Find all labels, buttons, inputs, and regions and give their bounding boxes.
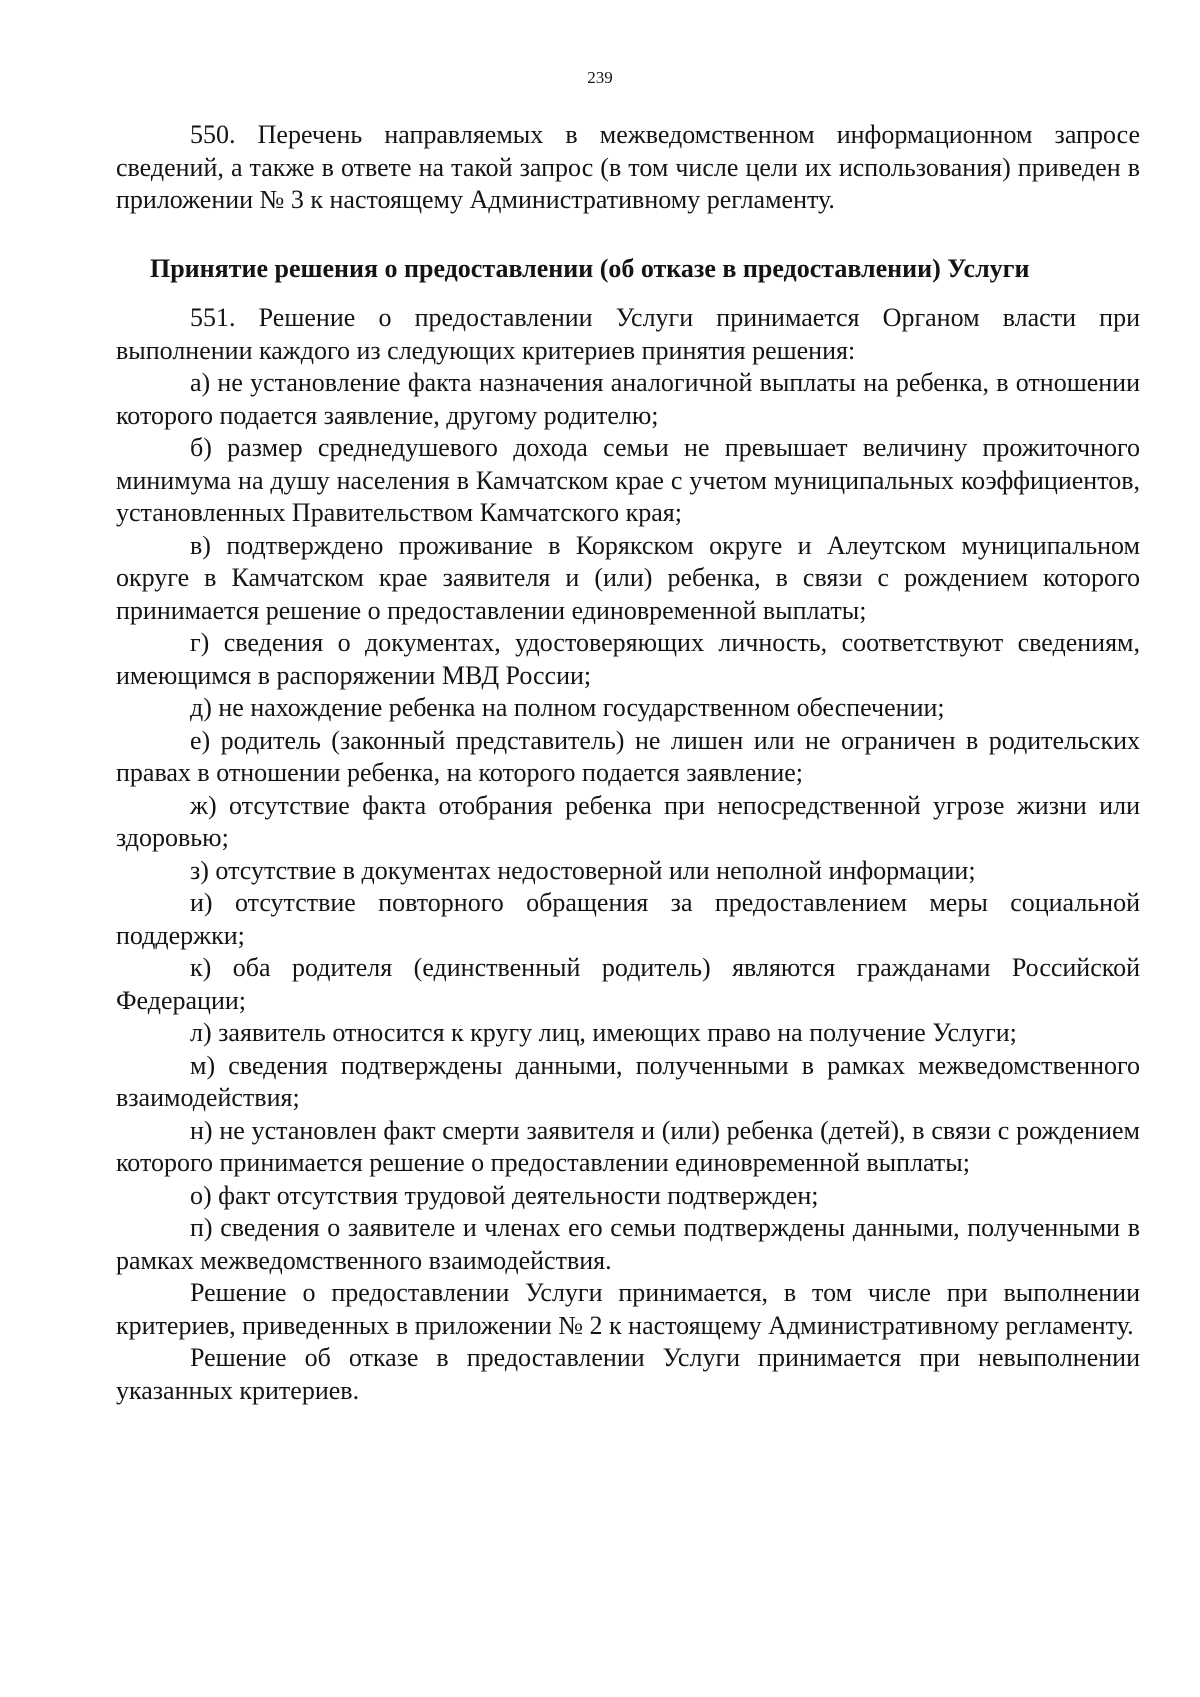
- criterion-i: и) отсутствие повторного обращения за предоставлением меры социальной поддержки;: [116, 888, 1140, 950]
- paragraph-decision: Решение о предоставлении Услуги принимается, в том числе при выполнении критериев, приведенных в приложении № 2 к настоящему Административному регламенту.: [116, 1278, 1140, 1340]
- criterion-a: а) не установление факта назначения аналогичной выплаты на ребенка, в отношении которого подается заявление, другому родителю;: [116, 368, 1140, 430]
- criterion-l: л) заявитель относится к кругу лиц, имеющих право на получение Услуги;: [190, 1018, 1017, 1047]
- paragraph-550: 550. Перечень направляемых в межведомственном информационном запросе сведений, а также в ответе на такой запрос (в том числе цели их использования) приведен в приложении № 3 к настоящему Административному регламенту.: [116, 120, 1140, 214]
- document-body: [116, 119, 1140, 1407]
- criterion-e: е) родитель (законный представитель) не лишен или не ограничен в родительских правах в отношении ребенка, на которого подается заявление;: [116, 725, 1140, 787]
- criterion-b: б) размер среднедушевого дохода семьи не превышает величину прожиточного минимума на душу населения в Камчатском крае с учетом муниципальных коэффициентов, установленных Правительством Камчатского края;: [116, 433, 1140, 527]
- paragraph-refusal: Решение об отказе в предоставлении Услуги принимается при невыполнении указанных критериев.: [116, 1343, 1140, 1405]
- paragraph-551: 551. Решение о предоставлении Услуги принимается Органом власти при выполнении каждого из следующих критериев принятия решения:: [116, 303, 1140, 365]
- section-heading: Принятие решения о предоставлении (об отказе в предоставлении) Услуги: [150, 253, 1030, 283]
- page-number: 239: [587, 68, 613, 87]
- criterion-d: д) не нахождение ребенка на полном государственном обеспечении;: [190, 693, 945, 722]
- criterion-n: н) не установлен факт смерти заявителя и (или) ребенка (детей), в связи с рождением которого принимается решение о предоставлении единовременной выплаты;: [116, 1115, 1140, 1177]
- criterion-v: в) подтверждено проживание в Корякском округе и Алеутском муниципальном округе в Камчатском крае заявителя и (или) ребенка, в связи с рождением которого принимается решение о предоставлении единовременной выплаты;: [116, 530, 1140, 625]
- criterion-m: м) сведения подтверждены данными, полученными в рамках межведомственного взаимодействия;: [116, 1050, 1140, 1112]
- criterion-z: з) отсутствие в документах недостоверной или неполной информации;: [190, 855, 976, 885]
- criterion-zh: ж) отсутствие факта отобрания ребенка при непосредственной угрозе жизни или здоровью;: [116, 790, 1140, 852]
- criterion-g: г) сведения о документах, удостоверяющих личность, соответствуют сведениям, имеющимся в распоряжении МВД России;: [116, 628, 1140, 690]
- criterion-k: к) оба родителя (единственный родитель) являются гражданами Российской Федерации;: [116, 953, 1140, 1015]
- criterion-p: п) сведения о заявителе и членах его семьи подтверждены данными, полученными в рамках межведомственного взаимодействия.: [116, 1213, 1140, 1275]
- criterion-o: о) факт отсутствия трудовой деятельности подтвержден;: [190, 1180, 819, 1210]
